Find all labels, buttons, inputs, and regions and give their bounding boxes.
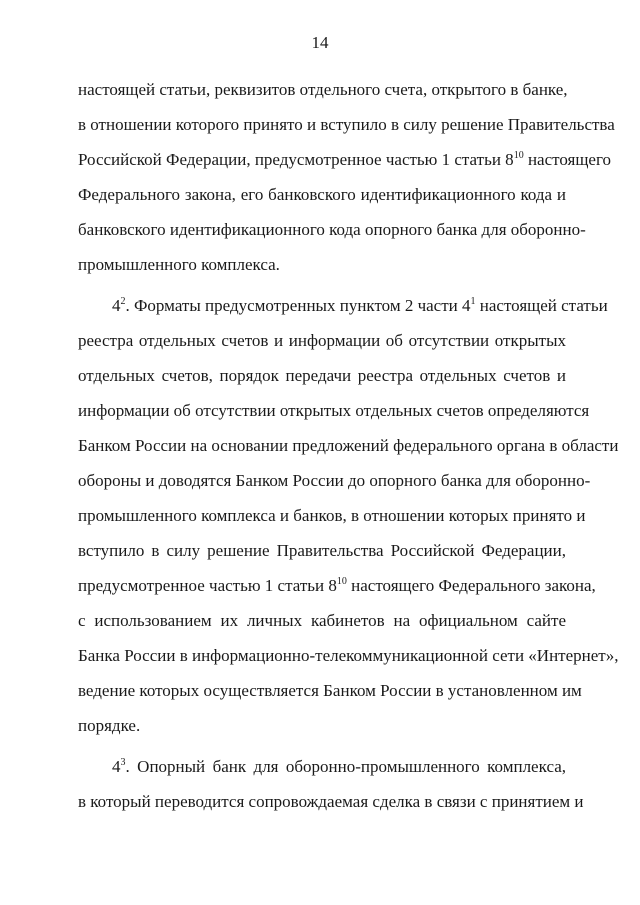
text-segment: информации об отсутствии открытых отдельных счетов определяются (78, 401, 590, 420)
text-line (78, 498, 586, 533)
text-segment: 4 (112, 296, 121, 315)
paragraph (78, 72, 615, 282)
text-line (78, 463, 591, 498)
text-line (78, 247, 566, 282)
text-segment: ведение которых осуществляется Банком России в установленном им (78, 681, 582, 700)
text-segment: Банка России в информационно-телекоммуникационной сети «Интернет», (78, 646, 619, 665)
text-line (78, 212, 586, 247)
text-segment: настоящего (523, 150, 612, 169)
superscript: 1 (470, 296, 476, 307)
superscript: 10 (513, 150, 524, 161)
text-line (78, 638, 619, 673)
text-segment: Российской Федерации, предусмотренное частью 1 статьи 8 (78, 150, 514, 169)
text-segment: настоящей статьи, реквизитов отдельного счета, открытого в банке, (78, 80, 568, 99)
text-line (78, 568, 596, 603)
text-line (78, 323, 566, 358)
text-segment: настоящего Федерального закона, (346, 576, 596, 595)
text-segment: Банком России на основании предложений федерального органа в области (78, 436, 619, 455)
paragraph (78, 749, 584, 819)
paragraph (78, 288, 619, 743)
page-number: 14 (311, 33, 329, 52)
text-segment: . Форматы предусмотренных пунктом 2 части 4 (125, 296, 471, 315)
text-line (78, 784, 584, 819)
text-line (78, 177, 566, 212)
text-line (78, 288, 608, 323)
text-segment: обороны и доводятся Банком России до опорного банка для оборонно- (78, 471, 591, 490)
text-segment: . Опорный банк для оборонно-промышленного комплекса, (125, 757, 566, 776)
document-body (78, 72, 619, 819)
text-segment: промышленного комплекса и банков, в отношении которых принято и (78, 506, 586, 525)
text-segment: с использованием их личных кабинетов на официальном сайте (78, 611, 566, 630)
text-segment: реестра отдельных счетов и информации об отсутствии открытых (78, 331, 566, 350)
text-segment: предусмотренное частью 1 статьи 8 (78, 576, 337, 595)
text-line (78, 393, 590, 428)
text-line (78, 708, 566, 743)
text-segment: настоящей статьи (475, 296, 608, 315)
text-segment: отдельных счетов, порядок передачи реестра отдельных счетов и (78, 366, 566, 385)
text-line (78, 107, 615, 142)
text-segment: промышленного комплекса. (78, 255, 280, 274)
text-segment: Федерального закона, его банковского идентификационного кода и (78, 185, 566, 204)
text-line (78, 533, 566, 568)
superscript: 3 (120, 757, 126, 768)
text-segment: в отношении которого принято и вступило в силу решение Правительства (78, 115, 615, 134)
text-line (78, 749, 566, 784)
text-line (78, 358, 566, 393)
text-segment: порядке. (78, 716, 141, 735)
text-line (78, 428, 619, 463)
text-segment: в который переводится сопровождаемая сделка в связи с принятием и (78, 792, 584, 811)
text-line (78, 603, 566, 638)
text-segment: вступило в силу решение Правительства Российской Федерации, (78, 541, 566, 560)
text-line (78, 142, 612, 177)
text-segment: 4 (112, 757, 121, 776)
text-line (78, 72, 566, 107)
text-line (78, 673, 582, 708)
superscript: 10 (336, 576, 347, 587)
superscript: 2 (120, 296, 126, 307)
text-segment: банковского идентификационного кода опорного банка для оборонно- (78, 220, 586, 239)
